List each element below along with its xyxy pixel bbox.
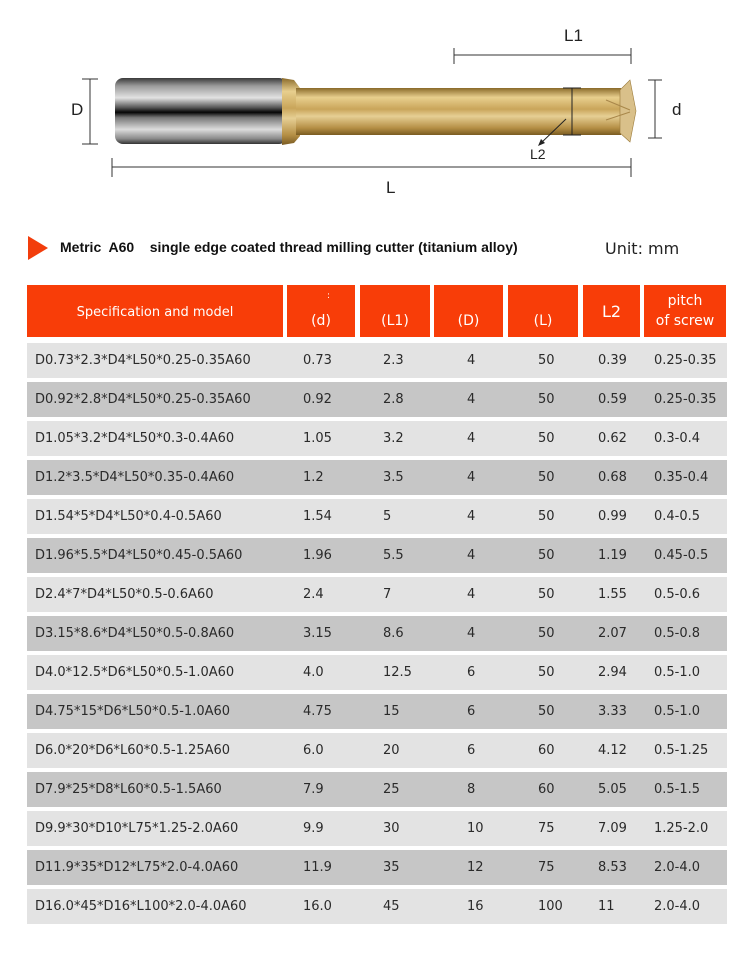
cell-d: 7.9 [303,782,324,797]
table-row [27,850,727,885]
cell-pitch: 2.0-4.0 [654,860,701,875]
cell-pitch: 0.5-1.5 [654,782,701,797]
cell-spec: D9.9*30*D10*L75*1.25-2.0A60 [35,821,239,836]
cell-spec: D6.0*20*D6*L60*0.5-1.25A60 [35,743,231,758]
cell-l1: 5.5 [383,548,404,563]
cell-pitch: 0.25-0.35 [654,392,717,407]
cell-pitch: 0.5-1.0 [654,704,701,719]
cell-d: 9.9 [303,821,324,836]
table-row [27,538,727,573]
cell-l2: 2.94 [598,665,627,680]
cell-l: 50 [538,431,555,446]
cell-l: 50 [538,548,555,563]
dim-label-D: D [71,100,84,119]
cell-pitch: 2.0-4.0 [654,899,701,914]
cutter-illustration [0,0,750,210]
cell-d: 1.54 [303,509,332,524]
section-title-row [0,230,750,266]
cell-l: 60 [538,782,555,797]
cell-l1: 3.2 [383,431,404,446]
cell-l2: 5.05 [598,782,627,797]
cell-d: 10 [467,821,484,836]
cell-spec: D16.0*45*D16*L100*2.0-4.0A60 [35,899,247,914]
cell-spec: D7.9*25*D8*L60*0.5-1.5A60 [35,782,222,797]
cell-l1: 25 [383,782,400,797]
table-row [27,889,727,924]
cell-l1: 15 [383,704,400,719]
cell-l2: 0.39 [598,353,627,368]
cell-d: 0.73 [303,353,332,368]
cell-pitch: 0.5-1.0 [654,665,701,680]
table-row [27,616,727,651]
cell-l1: 3.5 [383,470,404,485]
cell-d: 4 [467,470,476,485]
cell-spec: D1.2*3.5*D4*L50*0.35-0.4A60 [35,470,235,485]
cell-l: 50 [538,704,555,719]
cell-pitch: 0.5-1.25 [654,743,709,758]
cell-l: 75 [538,821,555,836]
header-L: (L) [508,285,578,337]
table-row [27,772,727,807]
cell-d: 4 [467,392,476,407]
header-L2: L2 [583,285,640,337]
cell-l1: 8.6 [383,626,404,641]
dim-label-L2: L2 [530,146,546,162]
cell-l1: 7 [383,587,392,602]
cell-l: 50 [538,626,555,641]
cell-pitch: 0.45-0.5 [654,548,709,563]
table-row [27,655,727,690]
cell-pitch: 0.5-0.8 [654,626,701,641]
header-pitch: pitch of screw [644,285,726,337]
cell-l2: 2.07 [598,626,627,641]
cell-d: 16.0 [303,899,332,914]
cell-pitch: 0.4-0.5 [654,509,701,524]
dim-label-d: d [672,100,682,119]
cell-l: 75 [538,860,555,875]
cell-d: 4 [467,509,476,524]
cell-spec: D2.4*7*D4*L50*0.5-0.6A60 [35,587,214,602]
cell-l1: 12.5 [383,665,412,680]
cell-l2: 1.19 [598,548,627,563]
cell-d: 4 [467,626,476,641]
cell-d: 4 [467,431,476,446]
cell-spec: D1.05*3.2*D4*L50*0.3-0.4A60 [35,431,235,446]
header-d-mark: : [327,291,331,301]
cell-l2: 11 [598,899,615,914]
cell-d: 6 [467,704,476,719]
cell-spec: D1.96*5.5*D4*L50*0.45-0.5A60 [35,548,243,563]
cell-l2: 0.68 [598,470,627,485]
cell-l: 50 [538,587,555,602]
table-row [27,382,727,417]
table-row [27,343,727,378]
cell-d: 6.0 [303,743,324,758]
cell-l: 50 [538,665,555,680]
cell-d: 4.75 [303,704,332,719]
cell-l1: 2.3 [383,353,404,368]
cell-l2: 0.99 [598,509,627,524]
triangle-bullet-icon [28,236,48,260]
cell-d: 11.9 [303,860,332,875]
cell-d: 1.2 [303,470,324,485]
cell-l: 100 [538,899,563,914]
cell-l2: 8.53 [598,860,627,875]
cell-spec: D4.0*12.5*D6*L50*0.5-1.0A60 [35,665,235,680]
dim-label-L: L [386,178,396,197]
cell-d: 12 [467,860,484,875]
table-row [27,811,727,846]
cell-l: 50 [538,470,555,485]
cell-l2: 1.55 [598,587,627,602]
cell-l2: 3.33 [598,704,627,719]
cell-d: 0.92 [303,392,332,407]
cell-l1: 5 [383,509,392,524]
cell-l: 50 [538,509,555,524]
cell-l: 50 [538,392,555,407]
cell-d: 2.4 [303,587,324,602]
cell-pitch: 0.25-0.35 [654,353,717,368]
cell-spec: D1.54*5*D4*L50*0.4-0.5A60 [35,509,222,524]
cell-spec: D3.15*8.6*D4*L50*0.5-0.8A60 [35,626,235,641]
cell-d: 6 [467,665,476,680]
header-D: (D) [434,285,503,337]
cell-d: 4 [467,587,476,602]
cell-d: 8 [467,782,476,797]
cell-l1: 45 [383,899,400,914]
cell-d: 1.05 [303,431,332,446]
cutter-diagram [0,0,750,210]
header-L1: (L1) [360,285,430,337]
table-row [27,460,727,495]
section-title: Metric A60 single edge coated thread milling cutter (titanium alloy) [60,239,518,255]
cell-spec: D0.73*2.3*D4*L50*0.25-0.35A60 [35,353,251,368]
table-row [27,694,727,729]
cell-l2: 0.62 [598,431,627,446]
cell-l2: 7.09 [598,821,627,836]
cell-pitch: 1.25-2.0 [654,821,709,836]
cell-pitch: 0.3-0.4 [654,431,701,446]
header-spec: Specification and model [27,285,283,337]
cell-d: 4 [467,548,476,563]
cell-l1: 35 [383,860,400,875]
cell-d: 1.96 [303,548,332,563]
cell-d: 4 [467,353,476,368]
cell-l: 50 [538,353,555,368]
table-row [27,499,727,534]
cell-spec: D0.92*2.8*D4*L50*0.25-0.35A60 [35,392,251,407]
dim-label-L1: L1 [564,26,583,45]
cell-spec: D11.9*35*D12*L75*2.0-4.0A60 [35,860,239,875]
cell-l1: 20 [383,743,400,758]
cell-spec: D4.75*15*D6*L50*0.5-1.0A60 [35,704,231,719]
cell-l2: 4.12 [598,743,627,758]
cell-l: 60 [538,743,555,758]
unit-label: Unit: mm [605,239,680,258]
table-row [27,577,727,612]
cell-d: 6 [467,743,476,758]
cell-d: 4.0 [303,665,324,680]
cell-l1: 30 [383,821,400,836]
cell-d: 3.15 [303,626,332,641]
header-d: : (d) [287,285,355,337]
cell-l2: 0.59 [598,392,627,407]
cell-pitch: 0.35-0.4 [654,470,709,485]
table-row [27,421,727,456]
table-row [27,733,727,768]
cell-l1: 2.8 [383,392,404,407]
cell-d: 16 [467,899,484,914]
cell-pitch: 0.5-0.6 [654,587,701,602]
